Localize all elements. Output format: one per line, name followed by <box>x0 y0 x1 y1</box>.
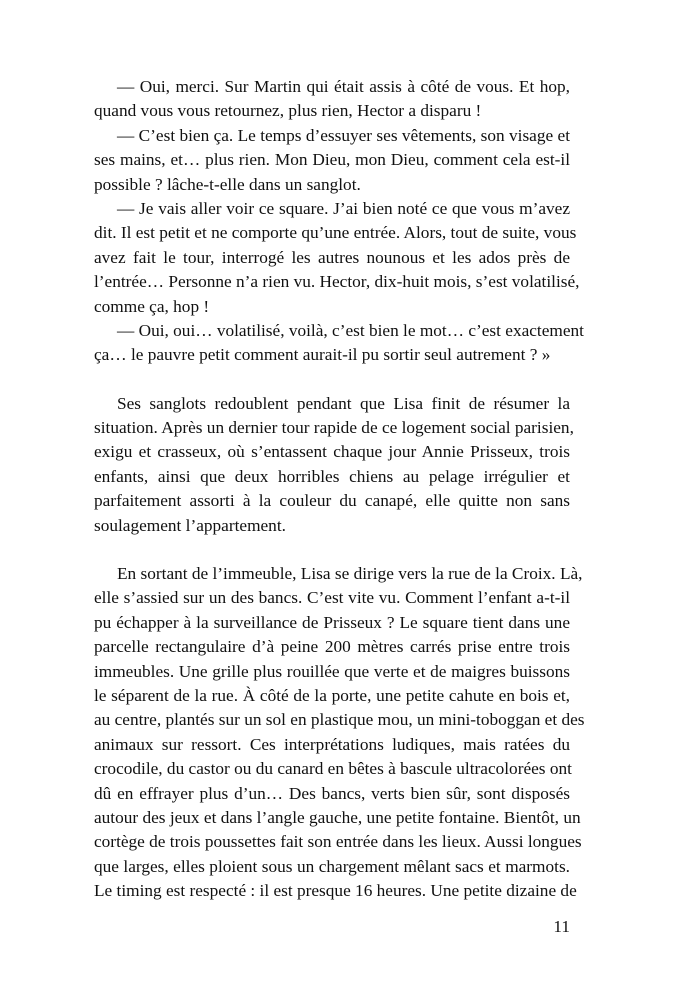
text-line: ses mains, et… plus rien. Mon Dieu, mon Dieu, comment cela est-il <box>94 150 570 170</box>
text-line: dû en effrayer plus d’un… Des bancs, verts bien sûr, sont disposés <box>94 783 570 803</box>
text-line: — C’est bien ça. Le temps d’essuyer ses vêtements, son visage et <box>117 125 570 145</box>
text-line: parcelle rectangulaire d’à peine 200 mètres carrés prise entre trois <box>94 637 570 657</box>
text-line: dit. Il est petit et ne comporte qu’une entrée. Alors, tout de suite, vous <box>94 223 577 243</box>
text-line: — Oui, oui… volatilisé, voilà, c’est bien le mot… c’est exactement <box>117 320 584 340</box>
text-line: le séparent de la rue. À côté de la porte, une petite cahute en bois et, <box>94 685 570 705</box>
paragraph-sobs <box>94 392 574 538</box>
text-line: soulagement l’appartement. <box>94 515 286 535</box>
text-line: Le timing est respecté : il est presque 16 heures. Une petite dizaine de <box>94 881 577 901</box>
text-line: au centre, plantés sur un sol en plastique mou, un mini-toboggan et des <box>94 710 585 730</box>
text-line: — Je vais aller voir ce square. J’ai bien noté ce que vous m’avez <box>117 198 570 218</box>
paragraph-square <box>94 562 585 903</box>
text-line: pu échapper à la surveillance de Prisseux ? Le square tient dans une <box>94 612 570 632</box>
text-line: avez fait le tour, interrogé les autres nounous et les ados près de <box>94 247 570 267</box>
text-line: elle s’assied sur un des bancs. C’est vite vu. Comment l’enfant a-t-il <box>94 588 570 608</box>
body-text <box>94 75 585 904</box>
text-line: immeubles. Une grille plus rouillée que verte et de maigres buissons <box>94 661 570 681</box>
text-line: crocodile, du castor ou du canard en bêtes à bascule ultracolorées ont <box>94 759 572 779</box>
text-line: que larges, elles ploient sous un chargement mêlant sacs et marmots. <box>94 856 570 876</box>
text-line: animaux sur ressort. Ces interprétations ludiques, mais ratées du <box>94 734 570 754</box>
text-line: cortège de trois poussettes fait son entrée dans les lieux. Aussi longues <box>94 832 582 852</box>
text-line: situation. Après un dernier tour rapide de ce logement social parisien, <box>94 418 574 438</box>
text-line: En sortant de l’immeuble, Lisa se dirige vers la rue de la Croix. Là, <box>117 564 583 584</box>
text-line: enfants, ainsi que deux horribles chiens au pelage irrégulier et <box>94 466 570 486</box>
text-line: l’entrée… Personne n’a rien vu. Hector, dix-huit mois, s’est volatilisé, <box>94 272 580 292</box>
text-line: ça… le pauvre petit comment aurait-il pu sortir seul autrement ? » <box>94 345 551 365</box>
text-line: quand vous vous retournez, plus rien, Hector a disparu ! <box>94 101 482 121</box>
text-line: — Oui, merci. Sur Martin qui était assis à côté de vous. Et hop, <box>117 77 570 96</box>
text-line: Ses sanglots redoublent pendant que Lisa finit de résumer la <box>117 393 570 413</box>
text-line: possible ? lâche-t-elle dans un sanglot. <box>94 174 361 194</box>
paragraph-dialogue <box>94 75 584 368</box>
text-line: exigu et crasseux, où s’entassent chaque jour Annie Prisseux, trois <box>94 442 570 462</box>
text-line: autour des jeux et dans l’angle gauche, une petite fontaine. Bientôt, un <box>94 807 581 827</box>
text-line: comme ça, hop ! <box>94 296 210 316</box>
text-line: parfaitement assorti à la couleur du canapé, elle quitte non sans <box>94 491 570 511</box>
page-number: 11 <box>553 917 570 936</box>
